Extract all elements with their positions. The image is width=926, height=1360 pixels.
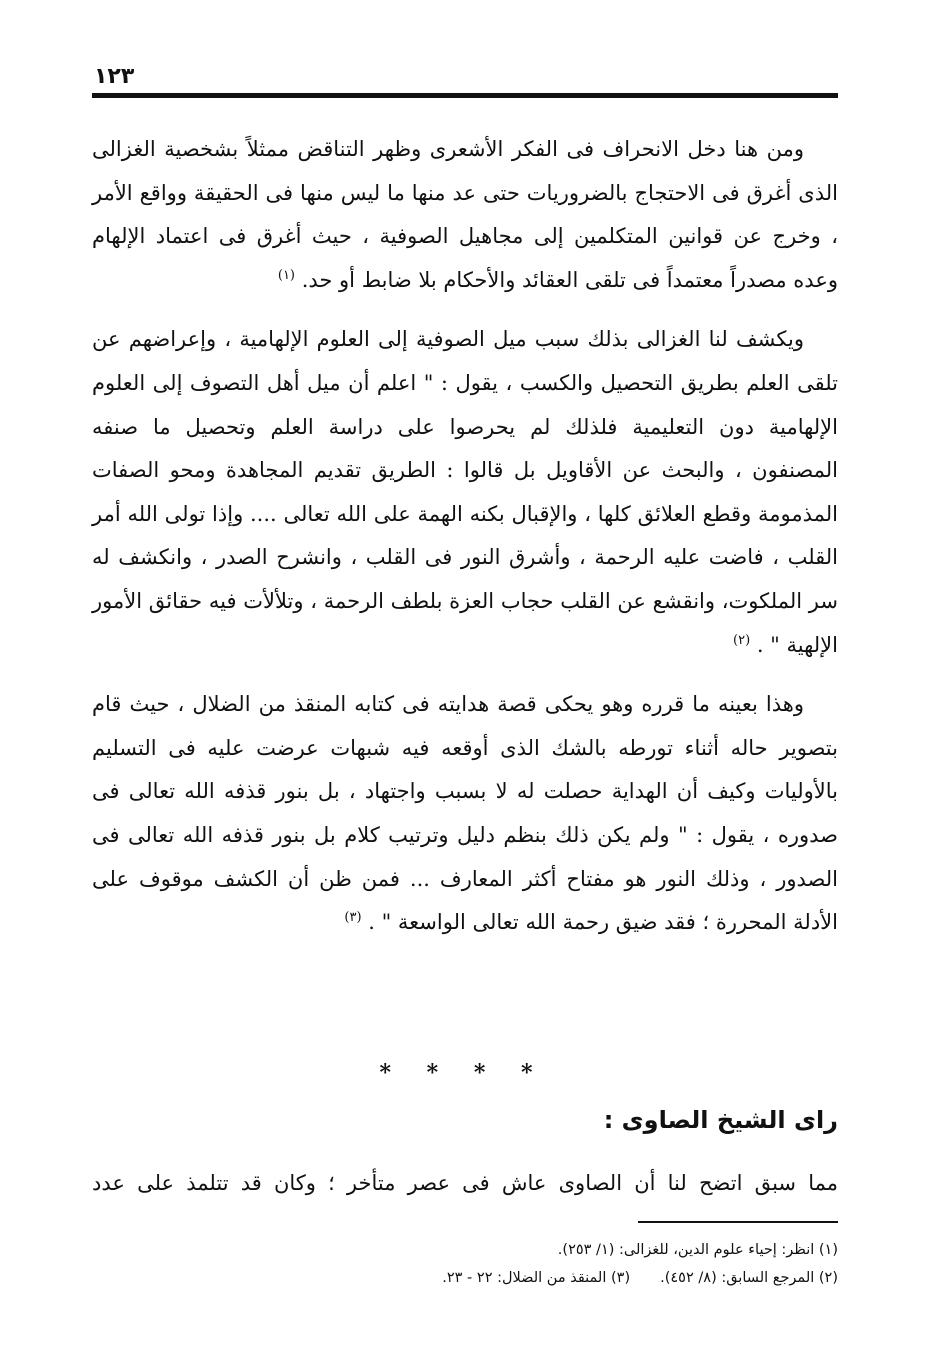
footnote-text: (١) انظر: إحياء علوم الدين، للغزالى: (١/ ٢٥٣). (557, 1242, 838, 1258)
footnote-reference: (٣) (344, 910, 362, 926)
footnotes (338, 1236, 838, 1292)
paragraph-text: ويكشف لنا الغزالى بذلك سبب ميل الصوفية إلى العلوم الإلهامية ، وإعراضهم عن تلقى العلم بطريق التحصيل والكسب ، يقول : " اعلم أن ميل أهل التصوف إلى العلوم الإلهامية دون التعليمية فلذلك لم يحرصوا على دراسة العلم وتحصيل ما صنفه المصنفون ، والبحث عن الأقاويل بل قالوا : الطريق تقديم المجاهدة ومحو الصفات المذمومة وقطع العلائق كلها ، والإقبال بكنه الهمة على الله تعالى .... وإذا تولى الله أمر القلب ، فاضت عليه الرحمة ، وأشرق النور فى القلب ، وانشرح الصدر ، وانكشف له سر الملكوت، وانقشع عن القلب حجاب العزة بلطف الرحمة ، وتلألأت فيه حقائق الأمور الإلهية " . (92, 327, 838, 657)
paragraph-text: مما سبق اتضح لنا أن الصاوى عاش فى عصر متأخر ؛ وكان قد تتلمذ على عدد (92, 1171, 838, 1195)
footnote (338, 1236, 838, 1264)
footnote (338, 1264, 838, 1292)
paragraph (92, 128, 838, 302)
footnote-reference: (١) (277, 267, 295, 283)
paragraph (92, 683, 838, 945)
footnote-rule (638, 1221, 838, 1223)
footnote-text: (٢) المرجع السابق: (٨/ ٤٥٢). (660, 1270, 838, 1286)
header-rule (92, 93, 838, 98)
footnote-reference: (٢) (733, 632, 751, 648)
section-heading: راى الشيخ الصاوى : (603, 1106, 838, 1134)
footnote-text: (٣) المنقذ من الضلال: ٢٢ - ٢٣. (442, 1270, 631, 1286)
section-separator: * * * * (379, 1060, 547, 1086)
paragraph-text: وهذا بعينه ما قرره وهو يحكى قصة هدايته فى كتابه المنقذ من الضلال ، حيث قام بتصوير حاله أثناء تورطه بالشك الذى أوقعه فيه شبهات عرضت عليه فى التسليم بالأوليات وكيف أن الهداية حصلت له لا بسبب واجتهاد ، بل بنور قذفه الله تعالى فى صدوره ، يقول : " ولم يكن ذلك بنظم دليل وترتيب كلام بل بنور قذفه الله تعالى فى الصدور ، وذلك النور هو مفتاح أكثر المعارف ... فمن ظن أن الكشف موقوف على الأدلة المحررة ؛ فقد ضيق رحمة الله تعالى الواسعة " . (92, 692, 838, 935)
page-number: ١٢٣ (94, 64, 135, 89)
main-text (92, 128, 838, 945)
paragraph (92, 318, 838, 667)
paragraph-text: ومن هنا دخل الانحراف فى الفكر الأشعرى وظهر التناقض ممثلاً بشخصية الغزالى الذى أغرق فى الاحتجاج بالضروريات حتى عد منها ما ليس منها فى الحقيقة وواقع الأمر ، وخرج عن قوانين المتكلمين إلى مجاهيل الصوفية ، حيث أغرق فى اعتماد الإلهام وعده مصدراً معتمداً فى تلقى العقائد والأحكام بلا ضابط أو حد. (92, 137, 838, 292)
